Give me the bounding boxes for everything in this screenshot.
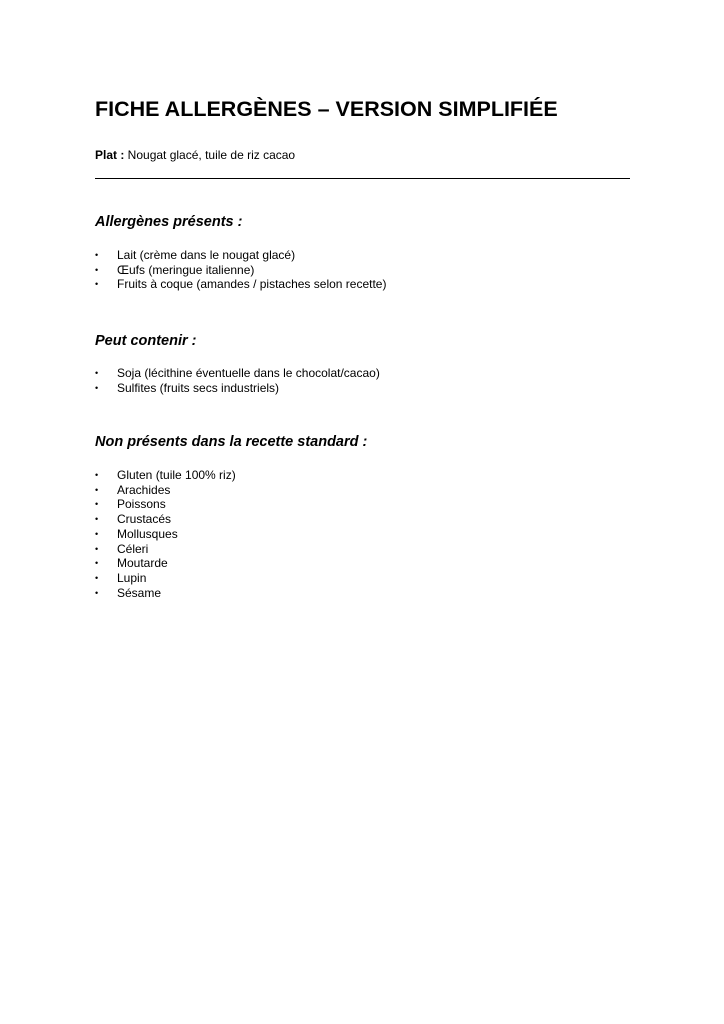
list-item-text: Mollusques bbox=[117, 526, 178, 541]
list-item bbox=[95, 497, 236, 512]
bullet-icon: • bbox=[95, 470, 99, 480]
document-title: FICHE ALLERGÈNES – VERSION SIMPLIFIÉE bbox=[95, 97, 558, 121]
bullet-icon: • bbox=[95, 514, 99, 525]
bullet-icon: • bbox=[95, 368, 99, 378]
bullet-icon: • bbox=[95, 250, 99, 260]
list-item bbox=[95, 248, 386, 263]
list-item bbox=[95, 512, 236, 527]
section-heading-present-allergens: Allergènes présents : bbox=[95, 214, 243, 230]
list-item bbox=[95, 263, 386, 278]
list-item bbox=[95, 381, 380, 396]
list-item-text: Œufs (meringue italienne) bbox=[117, 262, 255, 277]
list-item-text: Sulfites (fruits secs industriels) bbox=[117, 380, 280, 395]
horizontal-divider bbox=[95, 178, 630, 179]
list-item bbox=[95, 277, 386, 292]
bullet-icon: • bbox=[95, 543, 99, 554]
bullet-icon: • bbox=[95, 499, 99, 510]
list-item bbox=[95, 483, 236, 498]
list-item-text: Fruits à coque (amandes / pistaches selon recette) bbox=[117, 277, 387, 292]
bullet-icon: • bbox=[95, 279, 99, 290]
list-item-text: Poissons bbox=[117, 497, 166, 512]
list-item bbox=[95, 366, 380, 381]
list-item bbox=[95, 586, 236, 601]
absent-allergens-list bbox=[95, 468, 236, 600]
may-contain-list bbox=[95, 366, 380, 395]
list-item-text: Moutarde bbox=[117, 556, 168, 571]
list-item-text: Lupin bbox=[117, 570, 147, 585]
list-item-text: Lait (crème dans le nougat glacé) bbox=[117, 248, 296, 262]
list-item-text: Sésame bbox=[117, 585, 162, 600]
bullet-icon: • bbox=[95, 587, 99, 598]
section-heading-may-contain: Peut contenir : bbox=[95, 333, 197, 349]
list-item bbox=[95, 527, 236, 542]
list-item bbox=[95, 571, 236, 586]
list-item-text: Gluten (tuile 100% riz) bbox=[117, 468, 236, 482]
list-item-text: Céleri bbox=[117, 541, 149, 556]
dish-label: Plat : bbox=[95, 148, 125, 162]
present-allergens-list bbox=[95, 248, 386, 292]
section-heading-absent-allergens: Non présents dans la recette standard : bbox=[95, 434, 368, 450]
bullet-icon: • bbox=[95, 382, 99, 393]
list-item-text: Soja (lécithine éventuelle dans le chocolat/cacao) bbox=[117, 366, 380, 380]
list-item-text: Crustacés bbox=[117, 512, 172, 527]
list-item-text: Arachides bbox=[117, 482, 171, 497]
list-item bbox=[95, 556, 236, 571]
dish-name: Nougat glacé, tuile de riz cacao bbox=[124, 148, 296, 162]
bullet-icon: • bbox=[95, 572, 99, 583]
dish-line bbox=[95, 148, 295, 163]
bullet-icon: • bbox=[95, 528, 99, 539]
bullet-icon: • bbox=[95, 558, 99, 569]
list-item bbox=[95, 468, 236, 483]
list-item bbox=[95, 542, 236, 557]
bullet-icon: • bbox=[95, 484, 99, 495]
bullet-icon: • bbox=[95, 264, 99, 275]
